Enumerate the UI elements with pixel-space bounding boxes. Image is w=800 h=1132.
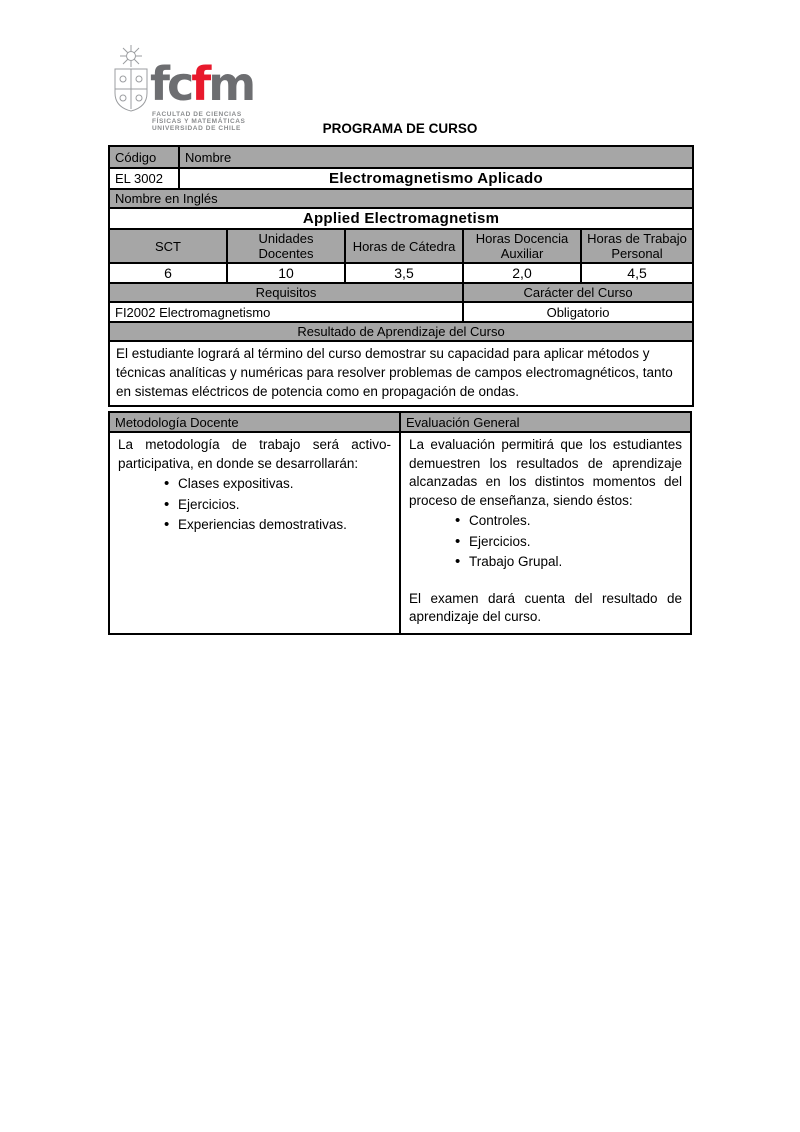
sct-header: SCT (109, 229, 227, 263)
table-row (109, 229, 693, 263)
metodologia-intro: La metodología de trabajo será activo-participativa, en donde se desarrollarán: (118, 437, 391, 471)
metodologia-cell (109, 432, 400, 634)
horas-trabajo-value: 4,5 (581, 263, 693, 283)
list-item: • Clases expositivas. (164, 474, 391, 495)
caracter-header: Carácter del Curso (463, 283, 693, 302)
wordmark-red-f: f (191, 57, 209, 111)
evaluacion-intro: La evaluación permitirá que los estudiantes demuestren los resultados de aprendizaje alcanzadas en los distintos momentos del proceso de enseñanza, siendo éstos: (409, 437, 682, 508)
unidades-docentes-header: Unidades Docentes (227, 229, 345, 263)
table-row (109, 432, 691, 634)
evaluacion-list (409, 511, 682, 573)
evaluacion-outro: El examen dará cuenta del resultado de aprendizaje del curso. (409, 590, 682, 624)
requisitos-value: FI2002 Electromagnetismo (109, 302, 463, 322)
resultado-text: El estudiante logrará al término del curso demostrar su capacidad para aplicar métodos y técnicas analíticas y numéricas para resolver problemas de campos electromagnéticos, tanto en sistemas eléctricos de potencia como en propagación de ondas. (109, 341, 693, 406)
table-row (109, 322, 693, 341)
page-title: PROGRAMA DE CURSO (322, 121, 478, 136)
list-item: • Controles. (455, 511, 682, 532)
methodology-evaluation-table (108, 411, 692, 635)
course-name-en: Applied Electromagnetism (109, 208, 693, 229)
table-row (109, 341, 693, 406)
list-item: • Experiencias demostrativas. (164, 515, 391, 536)
codigo-header: Código (109, 146, 179, 168)
horas-catedra-header: Horas de Cátedra (345, 229, 463, 263)
course-info-table (108, 145, 694, 407)
list-item: • Ejercicios. (455, 532, 682, 553)
logo-caption-line: FÍSICAS Y MATEMÁTICAS (152, 118, 246, 125)
list-item: • Ejercicios. (164, 495, 391, 516)
resultado-header: Resultado de Aprendizaje del Curso (109, 322, 693, 341)
table-row (109, 412, 691, 432)
table-row (109, 189, 693, 208)
caracter-value: Obligatorio (463, 302, 693, 322)
horas-docencia-header: Horas Docencia Auxiliar (463, 229, 581, 263)
nombre-header: Nombre (179, 146, 693, 168)
logo-caption-line: UNIVERSIDAD DE CHILE (152, 125, 241, 132)
university-crest-icon (112, 45, 150, 117)
fcfm-wordmark (150, 57, 254, 111)
evaluacion-cell (400, 432, 691, 634)
horas-trabajo-header: Horas de Trabajo Personal (581, 229, 693, 263)
table-row (109, 168, 693, 189)
table-row (109, 208, 693, 229)
logo-caption-line: FACULTAD DE CIENCIAS (152, 111, 242, 118)
sct-value: 6 (109, 263, 227, 283)
codigo-value: EL 3002 (109, 168, 179, 189)
unidades-docentes-value: 10 (227, 263, 345, 283)
horas-docencia-value: 2,0 (463, 263, 581, 283)
horas-catedra-value: 3,5 (345, 263, 463, 283)
table-row (109, 283, 693, 302)
wordmark-m: m (208, 57, 254, 111)
metodologia-header: Metodología Docente (109, 412, 400, 432)
list-item: • Trabajo Grupal. (455, 552, 682, 573)
course-name-es: Electromagnetismo Aplicado (179, 168, 693, 189)
wordmark-fc: fc (150, 57, 192, 111)
metodologia-list (118, 474, 391, 536)
table-row (109, 302, 693, 322)
evaluacion-header: Evaluación General (400, 412, 691, 432)
table-row (109, 146, 693, 168)
table-row (109, 263, 693, 283)
nombre-ingles-header: Nombre en Inglés (109, 189, 693, 208)
requisitos-header: Requisitos (109, 283, 463, 302)
